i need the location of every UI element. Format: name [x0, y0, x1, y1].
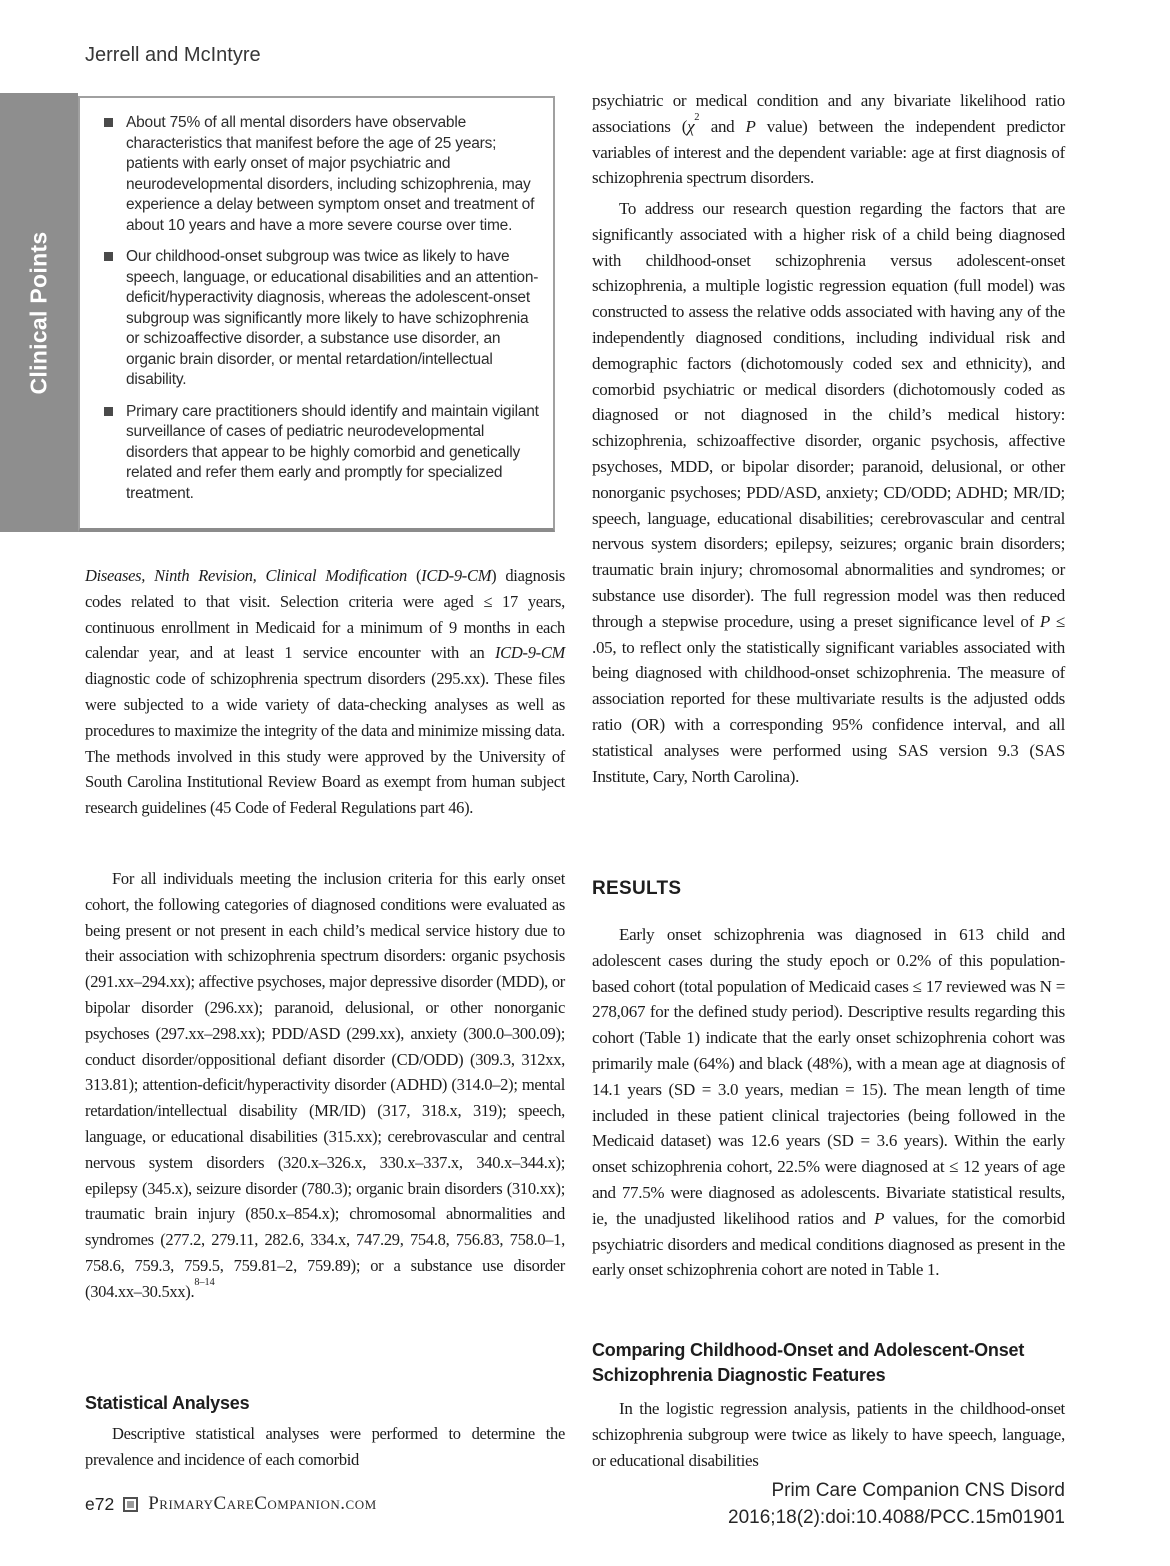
square-bullet-icon — [104, 252, 113, 261]
paragraph-text: psychiatric or medical condition and any bivariate likelihood ratio associations ($\chi^2$ and P value) between the independent predictor variables of interest and the dependent variable: age at first diagnosis of schizophrenia spectrum disorders. — [592, 91, 1065, 188]
right-paragraph-logistic-regression — [592, 196, 1065, 789]
clinical-points-sidebar-label: Clinical Points — [25, 231, 52, 394]
paragraph-text: To address our research question regarding the factors that are significantly associated with a higher risk of a child being diagnosed with childhood-onset schizophrenia versus adolescent-onset schizophrenia, a multiple logistic regression equation (full model) was constructed to assess the relative odds associated with having any of the independently diagnosed conditions, including individual risk and demographic factors (dichotomously coded sex and ethnicity), and comorbid psychiatric or medical disorders (dichotomously coded as diagnosed or not diagnosed in the child’s medical history: schizophrenia, schizoaffective disorder, organic psychosis, affective psychoses, MDD, or bipolar disorder; paranoid, delusional, or other nonorganic psychoses; PDD/ASD, anxiety; CD/ODD; ADHD; MR/ID; speech, language, educational disabilities; cerebrovascular and central nervous system disorders; epilepsy, seizures; organic brain disorders; traumatic brain injury; chromosomal abnormalities and syndromes; or substance use disorder). The full regression model was then reduced through a stepwise procedure, using a preset significance level of P ≤ .05, to reflect only the statistically significant variables associated with being diagnosed with childhood-onset schizophrenia. The measure of association reported for these multivariate results is the adjusted odds ratio (OR) with a corresponding 95% confidence interval, and all statistical analyses were performed using SAS version 9.3 (SAS Institute, Cary, North Carolina). — [592, 199, 1065, 786]
clinical-point-text: Our childhood-onset subgroup was twice as likely to have speech, language, or educational disabilities and an attention-deficit/hyperactivity diagnosis, whereas the adolescent-onset subgroup was significantly more likely to have schizophrenia or schizoaffective disorder, a substance use disorder, an organic brain disorder, or mental retardation/intellectual disability. — [126, 248, 539, 388]
results-heading: RESULTS — [592, 878, 682, 899]
page-number: e72 — [85, 1493, 115, 1514]
clinical-points-sidebar — [0, 93, 78, 532]
clinical-points-box — [78, 96, 555, 532]
running-head: Jerrell and McIntyre — [85, 44, 261, 66]
statistical-analyses-heading: Statistical Analyses — [85, 1393, 250, 1413]
left-paragraph-inclusion-categories — [85, 866, 565, 1305]
journal-name: Prim Care Companion CNS Disord — [771, 1480, 1065, 1501]
clinical-point-item — [104, 113, 541, 236]
footer-right — [728, 1478, 1065, 1531]
right-paragraph-results-cohort — [592, 922, 1065, 1283]
journal-website: PrimaryCareCompanion.com — [148, 1493, 377, 1514]
citation-doi: 2016;18(2):doi:10.4088/PCC.15m01901 — [728, 1506, 1065, 1528]
journal-logo-icon — [123, 1497, 138, 1512]
right-paragraph-logistic-findings — [592, 1396, 1065, 1473]
clinical-point-item — [104, 402, 541, 505]
square-bullet-icon — [104, 118, 113, 127]
paragraph-text: In the logistic regression analysis, patients in the childhood-onset schizophrenia subgroup were twice as likely to have speech, language, or educational disabilities — [592, 1399, 1065, 1470]
paragraph-text: Descriptive statistical analyses were performed to determine the prevalence and incidence of each comorbid — [85, 1424, 565, 1469]
comparing-onset-heading: Comparing Childhood-Onset and Adolescent-Onset Schizophrenia Diagnostic Features — [592, 1340, 1025, 1385]
clinical-point-text: Primary care practitioners should identify and maintain vigilant surveillance of cases of pediatric neurodevelopmental disorders that appear to be highly comorbid and genetically related and refer them early and promptly for specialized treatment. — [126, 402, 539, 502]
left-paragraph-icd-selection — [85, 563, 565, 821]
clinical-point-item — [104, 247, 541, 391]
left-paragraph-descriptive-analyses — [85, 1421, 565, 1473]
paragraph-text: Early onset schizophrenia was diagnosed in 613 child and adolescent cases during the study epoch or 0.2% of this population-based cohort (total population of Medicaid cases ≤ 17 reviewed was N = 278,067 for the defined study period). Descriptive results regarding this cohort (Table 1) indicate that the early onset schizophrenia cohort was primarily male (64%) and black (48%), with a mean age at diagnosis of 14.1 years (SD = 3.0 years, median = 15). The mean length of time included in these patient clinical trajectories (being followed in the Medicaid dataset) was 12.6 years (SD = 3.6 years). Within the early onset schizophrenia cohort, 22.5% were diagnosed at ≤ 12 years of age and 77.5% were diagnosed as adolescents. Bivariate statistical results, ie, the unadjusted likelihood ratios and P values, for the comorbid psychiatric disorders and medical conditions diagnosed as present in the early onset schizophrenia cohort are noted in Table 1. — [592, 925, 1065, 1280]
square-bullet-icon — [104, 407, 113, 416]
right-paragraph-bivariate — [592, 88, 1065, 191]
clinical-point-text: About 75% of all mental disorders have observable characteristics that manifest before the age of 25 years; patients with early onset of major psychiatric and neurodevelopmental disorders, including schizophrenia, may experience a delay between symptom onset and treatment of about 10 years and have a more severe course over time. — [126, 114, 535, 234]
footer-left — [85, 1493, 377, 1515]
paragraph-text: Diseases, Ninth Revision, Clinical Modification (ICD-9-CM) diagnosis codes related to that visit. Selection criteria were aged ≤ 17 years, continuous enrollment in Medicaid for a minimum of 9 months in each calendar year, and at least 1 service encounter with an ICD-9-CM diagnostic code of schizophrenia spectrum disorders (295.xx). These files were subjected to a wide variety of data-checking analyses as well as procedures to maximize the integrity of the data and minimize missing data. The methods involved in this study were approved by the University of South Carolina Institutional Review Board as exempt from human subject research guidelines (45 Code of Federal Regulations part 46). — [85, 566, 565, 818]
paragraph-text: For all individuals meeting the inclusion criteria for this early onset cohort, the following categories of diagnosed conditions were evaluated as being present or not present in each child’s medical service history due to their association with schizophrenia spectrum disorders: organic psychosis (291.xx–294.xx); affective psychoses, major depressive disorder (MDD), or bipolar disorder (296.xx); paranoid, delusional, or other nonorganic psychoses (297.xx–298.xx); PDD/ASD (299.xx), anxiety (300.0–300.09); conduct disorder/oppositional defiant disorder (CD/ODD) (309.3, 312xx, 313.81); attention-deficit/hyperactivity disorder (ADHD) (314.0–2); mental retardation/intellectual disability (MR/ID) (317, 318.x, 319); speech, language, or educational disabilities (315.xx); cerebrovascular and central nervous system disorders (320.x–326.x, 330.x–337.x, 340.x–344.x); epilepsy (345.x), seizure disorder (780.3); organic brain disorders (310.xx); traumatic brain injury (850.x–854.x); chromosomal abnormalities and syndromes (277.2, 279.11, 282.6, 334.x, 747.29, 754.8, 756.83, 758.0–1, 758.6, 759.3, 759.5, 759.81–2, 759.89); or a substance use disorder (304.xx–30.5xx).$^{8-14}$ — [85, 869, 565, 1301]
